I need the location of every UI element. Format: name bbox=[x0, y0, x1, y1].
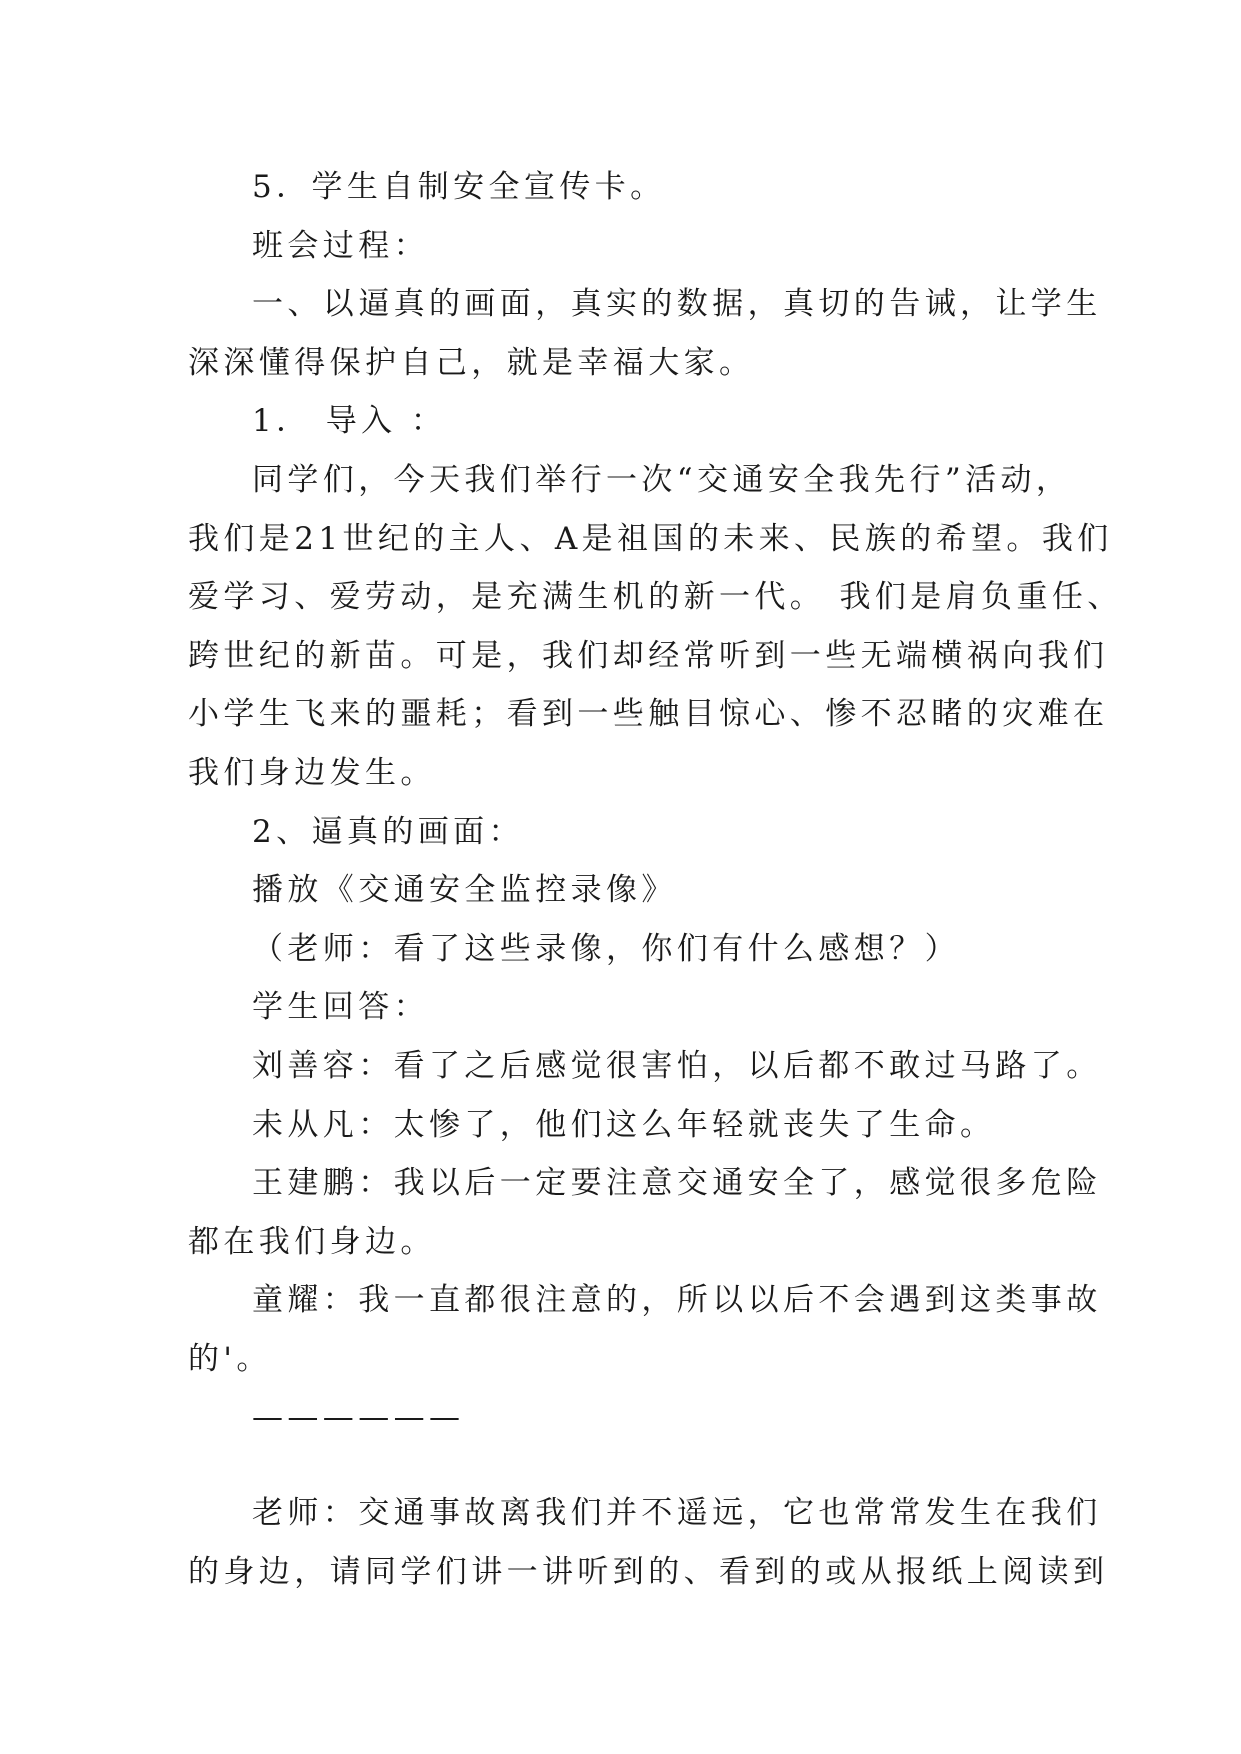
document-body bbox=[188, 158, 1123, 1601]
paragraph-line: （老师：看了这些录像，你们有什么感想？） bbox=[252, 930, 960, 967]
paragraph-line: 播放《交通安全监控录像》 bbox=[252, 872, 677, 909]
paragraph-line: 同学们，今天我们举行一次“交通安全我先行”活动， bbox=[252, 461, 1072, 498]
paragraph-line: 老师：交通事故离我们并不遥远，它也常常发生在我们 bbox=[252, 1495, 1102, 1532]
blank-gap bbox=[188, 1447, 1058, 1484]
paragraph-line: 跨世纪的新苗。可是，我们却经常听到一些无端横祸向我们 bbox=[188, 637, 1109, 674]
paragraph-line: 深深懂得保护自己，就是幸福大家。 bbox=[188, 344, 755, 381]
paragraph-line: 我们是21世纪的主人、A是祖国的未来、民族的希望。我们 bbox=[188, 520, 1113, 557]
separator-line: —————— bbox=[252, 1399, 465, 1436]
paragraph-line: 的身边，请同学们讲一讲听到的、看到的或从报纸上阅读到 bbox=[188, 1553, 1109, 1590]
paragraph-line: 我们身边发生。 bbox=[188, 754, 436, 791]
paragraph-line: 爱学习、爱劳动，是充满生机的新一代。 我们是肩负重任、 bbox=[188, 579, 1123, 616]
paragraph-line: 刘善容：看了之后感觉很害怕，以后都不敢过马路了。 bbox=[252, 1047, 1102, 1084]
paragraph-line: 的'。 bbox=[188, 1340, 272, 1377]
paragraph-line: 未从凡：太惨了，他们这么年轻就丧失了生命。 bbox=[252, 1106, 996, 1143]
paragraph-line: 学生回答： bbox=[252, 989, 429, 1026]
paragraph-line: 2、逼真的画面： bbox=[252, 813, 524, 850]
paragraph-line: 童耀：我一直都很注意的，所以以后不会遇到这类事故 bbox=[252, 1282, 1102, 1319]
paragraph-line: 王建鹏：我以后一定要注意交通安全了，感觉很多危险 bbox=[252, 1165, 1102, 1202]
paragraph-line: 5．学生自制安全宣传卡。 bbox=[252, 169, 666, 205]
paragraph-line: 小学生飞来的噩耗；看到一些触目惊心、惨不忍睹的灾难在 bbox=[188, 696, 1109, 733]
paragraph-line: 1． 导入 ： bbox=[252, 403, 447, 440]
paragraph-line: 都在我们身边。 bbox=[188, 1223, 436, 1260]
paragraph-line: 一、以逼真的画面，真实的数据，真切的告诫，让学生 bbox=[252, 286, 1102, 323]
paragraph-line: 班会过程： bbox=[252, 227, 429, 264]
